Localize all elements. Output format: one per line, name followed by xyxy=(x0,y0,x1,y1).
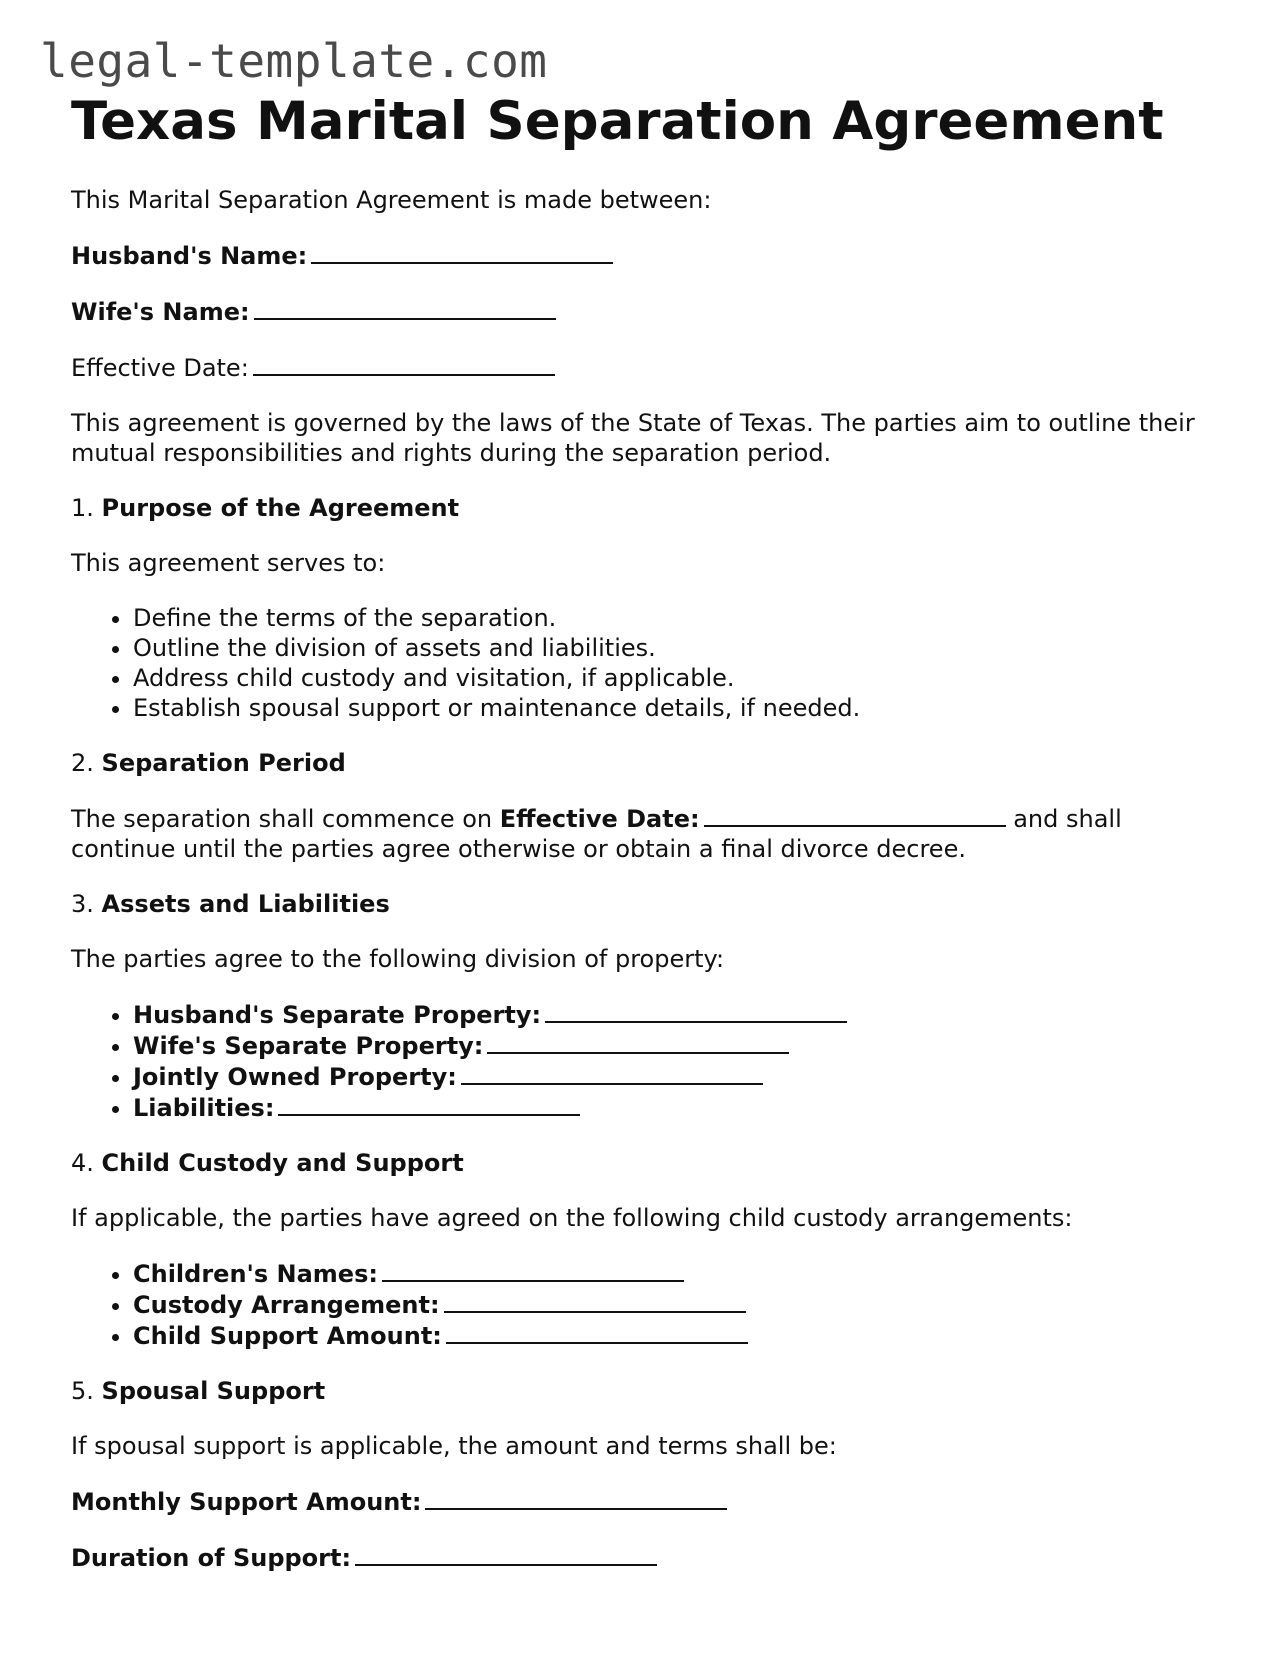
section-4-title: Child Custody and Support xyxy=(101,1149,464,1177)
section-3-heading xyxy=(71,889,1211,919)
list-item: • Define the terms of the separation. xyxy=(133,603,1211,633)
section-1-lead: This agreement serves to: xyxy=(71,549,386,577)
joint-property-blank[interactable] xyxy=(461,1061,763,1085)
children-names-blank[interactable] xyxy=(382,1258,684,1282)
wife-property-label: Wife's Separate Property: xyxy=(133,1032,484,1060)
joint-property-label: Jointly Owned Property: xyxy=(133,1063,457,1091)
children-names-label: Children's Names: xyxy=(133,1260,378,1288)
wife-name-label: Wife's Name: xyxy=(71,298,250,326)
wife-property-blank[interactable] xyxy=(487,1030,789,1054)
monthly-support-blank[interactable] xyxy=(425,1486,727,1510)
section-4-heading xyxy=(71,1148,1211,1178)
list-item: • Address child custody and visitation, if applicable. xyxy=(133,663,1211,693)
list-item xyxy=(133,1320,1211,1351)
separation-pre-text: The separation shall commence on xyxy=(71,805,493,833)
section-3-lead: The parties agree to the following division of property: xyxy=(71,945,725,973)
list-item xyxy=(133,1030,1211,1061)
liabilities-label: Liabilities: xyxy=(133,1094,275,1122)
monthly-support-field xyxy=(71,1486,1211,1517)
section-1-heading xyxy=(71,493,1211,523)
husband-property-blank[interactable] xyxy=(545,999,847,1023)
effective-date-field xyxy=(71,352,1211,383)
list-item: • Outline the division of assets and liabilities. xyxy=(133,633,1211,663)
effective-date-label: Effective Date: xyxy=(71,354,249,382)
list-item xyxy=(133,1061,1211,1092)
husband-name-field xyxy=(71,240,1211,271)
watermark: legal-template.com xyxy=(40,34,548,88)
intro-text: This Marital Separation Agreement is made between: xyxy=(71,186,712,214)
custody-arrangement-label: Custody Arrangement: xyxy=(133,1291,440,1319)
husband-name-blank[interactable] xyxy=(311,240,613,264)
governing-law-text: This agreement is governed by the laws of the State of Texas. The parties aim to outline their mutual responsibilities and rights during the separation period. xyxy=(71,409,1195,467)
document xyxy=(71,92,1211,1573)
monthly-support-label: Monthly Support Amount: xyxy=(71,1488,422,1516)
section-4-lead: If applicable, the parties have agreed on the following child custody arrangements: xyxy=(71,1204,1073,1232)
duration-support-blank[interactable] xyxy=(355,1542,657,1566)
page-title: Texas Marital Separation Agreement xyxy=(71,91,1164,152)
purpose-list xyxy=(71,603,1211,723)
wife-name-blank[interactable] xyxy=(254,296,556,320)
child-support-label: Child Support Amount: xyxy=(133,1322,442,1350)
section-1-number: 1. xyxy=(71,494,94,522)
duration-support-field xyxy=(71,1542,1211,1573)
section-2-number: 2. xyxy=(71,749,94,777)
section-5-title: Spousal Support xyxy=(101,1377,326,1405)
separation-date-blank[interactable] xyxy=(704,803,1006,827)
section-2-heading xyxy=(71,748,1211,778)
list-item xyxy=(133,1289,1211,1320)
section-5-heading xyxy=(71,1376,1211,1406)
property-list xyxy=(71,999,1211,1123)
husband-property-label: Husband's Separate Property: xyxy=(133,1001,542,1029)
duration-support-label: Duration of Support: xyxy=(71,1544,352,1572)
list-item xyxy=(133,1092,1211,1123)
custody-list xyxy=(71,1258,1211,1351)
husband-name-label: Husband's Name: xyxy=(71,242,308,270)
section-5-number: 5. xyxy=(71,1377,94,1405)
separation-period-text xyxy=(71,803,1211,864)
section-5-lead: If spousal support is applicable, the amount and terms shall be: xyxy=(71,1432,837,1460)
section-1-title: Purpose of the Agreement xyxy=(101,494,460,522)
separation-date-label: Effective Date: xyxy=(499,805,700,833)
section-3-title: Assets and Liabilities xyxy=(101,890,390,918)
list-item xyxy=(133,999,1211,1030)
wife-name-field xyxy=(71,296,1211,327)
section-3-number: 3. xyxy=(71,890,94,918)
section-2-title: Separation Period xyxy=(101,749,346,777)
separation-post-text: and shall continue until the parties agree otherwise or obtain a final divorce decree. xyxy=(71,805,1122,863)
list-item xyxy=(133,1258,1211,1289)
effective-date-blank[interactable] xyxy=(253,352,555,376)
list-item: • Establish spousal support or maintenance details, if needed. xyxy=(133,693,1211,723)
child-support-blank[interactable] xyxy=(446,1320,748,1344)
liabilities-blank[interactable] xyxy=(278,1092,580,1116)
section-4-number: 4. xyxy=(71,1149,94,1177)
custody-arrangement-blank[interactable] xyxy=(444,1289,746,1313)
